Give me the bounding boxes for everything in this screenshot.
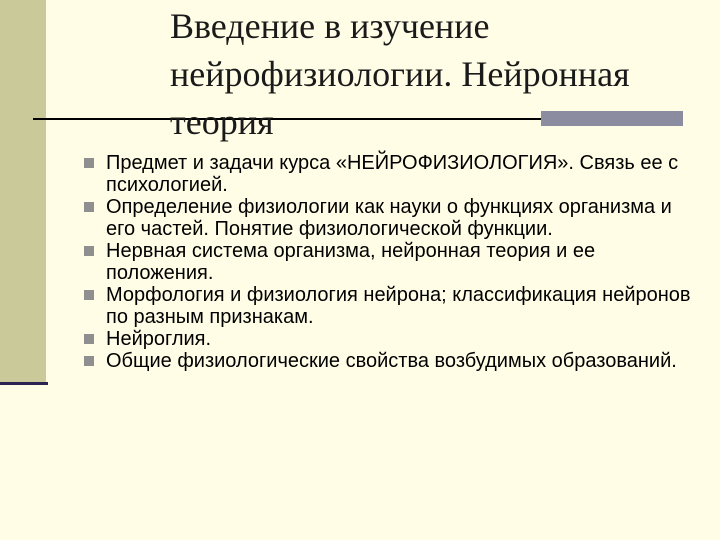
bullet-text: Предмет и задачи курса «НЕЙРОФИЗИОЛОГИЯ». Связь ее с психологией. — [106, 152, 679, 196]
bullet-item-neuron-morphology — [84, 284, 704, 328]
bullet-text: Морфология и физиология нейрона; классификация нейронов по разным признакам. — [106, 284, 691, 328]
bullet-text: Определение физиологии как науки о функциях организма и его частей. Понятие физиологической функции. — [106, 196, 672, 240]
square-bullet-icon — [84, 246, 94, 256]
slide-title: Введение в изучение нейрофизиологии. Нейронная теория — [170, 6, 630, 142]
bullet-text: Общие физиологические свойства возбудимых образований. — [106, 350, 677, 372]
bullet-text: Нейроглия. — [106, 328, 212, 350]
bullet-item-physiology-definition — [84, 196, 704, 240]
bullet-item-nervous-system — [84, 240, 704, 284]
square-bullet-icon — [84, 202, 94, 212]
square-bullet-icon — [84, 356, 94, 366]
square-bullet-icon — [84, 290, 94, 300]
square-bullet-icon — [84, 158, 94, 168]
left-band-rule — [0, 382, 48, 385]
bullet-item-excitable-properties — [84, 350, 704, 372]
bullet-item-neuroglia — [84, 328, 704, 350]
square-bullet-icon — [84, 334, 94, 344]
bullet-item-course-subject — [84, 152, 704, 196]
bullet-list — [84, 152, 704, 372]
left-decorative-band — [0, 0, 46, 382]
bullet-text: Нервная система организма, нейронная теория и ее положения. — [106, 240, 596, 284]
